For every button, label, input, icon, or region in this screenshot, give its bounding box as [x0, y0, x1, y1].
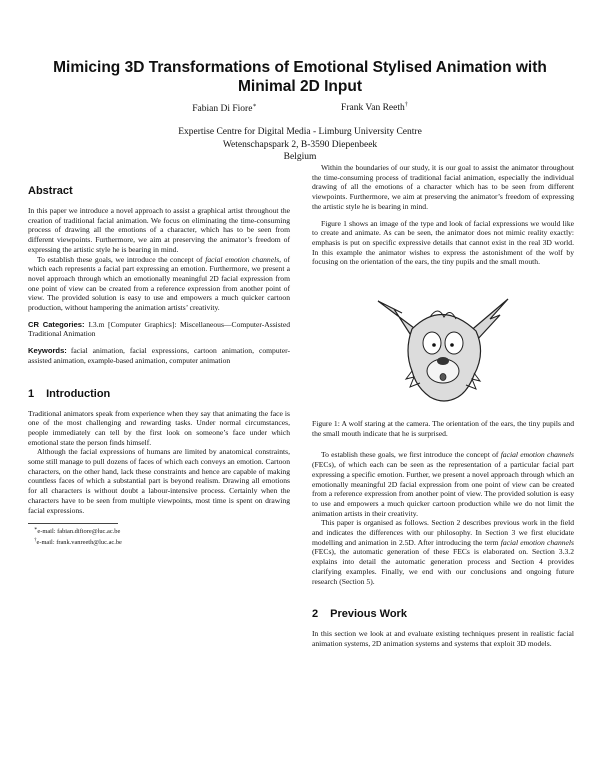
keywords-text: facial animation, facial expressions, cartoon animation, computer-assisted animation, example-based animation, computer animation: [28, 346, 290, 365]
wolf-illustration: [372, 279, 512, 409]
affiliation: [100, 126, 500, 164]
wolf-nose: [437, 357, 449, 365]
wolf-left-eye: [423, 332, 441, 354]
author-2-mark: †: [404, 102, 408, 108]
intro-paragraph-2: Although the facial expressions of humans are limited by anatomical constraints, some still manage to pull dozens of faces of which each conveys an emotion. Cartoon characters, on the other hand, lack these constraints and hence are capable of making countless faces of which a substantial part is beyond realism. Drawing all emotions for all characters is without doubt a labour-intensive process. Certainly when the characters have to be seen from multiple viewpoints, most time is spent on drawing facial expressions.: [28, 447, 290, 515]
abstract-p2-emphasis: facial emotion channels: [205, 254, 280, 264]
abstract-paragraph-2: [28, 255, 290, 313]
right-p4-start: This paper is organised as follows. Section 2 describes previous work in the field and indicates the differences with our philosophy. In Section 3 we first elucidate modelling and animation in 2.5D. After introducing the term: [312, 518, 574, 547]
author-1-name: Fabian Di Fiore: [192, 104, 253, 115]
left-column: [28, 185, 290, 548]
footnote-1-text: e-mail: fabian.difiore@luc.ac.be: [37, 528, 121, 536]
right-p3-end: (FECs), of which each can be seen as the representation of a particular facial part expressing a specific emotion. Further, we present a novel approach through which an emotionally meaningful 2D facial expression from one point of view can be created from a reference expression from another point of view. The provided solution is easy to use and empowers a much quicker cartoon production while we do not limit the animation artists in their creativity.: [312, 460, 574, 518]
right-paragraph-3: [312, 450, 574, 518]
wolf-right-pupil: [450, 343, 454, 347]
intro-title: Introduction: [46, 387, 111, 400]
intro-number: 1: [28, 387, 35, 400]
footnote-1: [28, 526, 294, 537]
right-column: [312, 163, 574, 649]
affiliation-line-2: Wetenschapspark 2, B-3590 Diepenbeek: [222, 139, 378, 150]
intro-heading: [28, 388, 290, 401]
footnote-2-mark: †: [34, 537, 37, 543]
right-p3-emphasis: facial emotion channels: [500, 450, 574, 460]
figure-1-caption: Figure 1: A wolf staring at the camera. The orientation of the ears, the tiny pupils and the small mouth indicate that he is surprised.: [312, 419, 574, 438]
author-list: [150, 102, 450, 114]
affiliation-line-1: Expertise Centre for Digital Media - Limburg University Centre: [178, 127, 422, 137]
author-1: [192, 102, 256, 114]
footnote-rule: [28, 523, 122, 547]
wolf-right-eye: [445, 332, 463, 354]
intro-paragraph-1: Traditional animators speak from experience when they say that animating the face is one of the most challenging and rewarding tasks. Under normal circumstances, people immediately can tell by the first look on someone’s face under which emotional state the person finds himself.: [28, 408, 290, 447]
wolf-mouth: [440, 374, 446, 381]
right-p4-emphasis: facial emotion channels: [500, 537, 574, 547]
right-paragraph-4: [312, 518, 574, 586]
previous-work-number: 2: [312, 608, 319, 621]
previous-work-heading: [312, 608, 574, 621]
abstract-paragraph-1: In this paper we introduce a novel approach to assist a graphical artist throughout the creation of traditional facial animation. We focus on eliminating the time-consuming process of drawing all the emotions of a character, which has to be seen from different viewpoints. Furthermore, we aim at preserving the animator’s freedom of expressing the artistic style he is bearing in mind.: [28, 206, 290, 254]
figure-1: [312, 279, 574, 409]
cr-categories-text: I.3.m [Computer Graphics]: Miscellaneous—Computer-Assisted Traditional Animation: [28, 319, 290, 339]
wolf-left-pupil: [432, 343, 436, 347]
previous-work-paragraph: In this section we look at and evaluate existing techniques present in realistic facial animation systems, 2D animation systems and systems that exploit 3D models.: [312, 629, 574, 648]
affiliation-line-3: Belgium: [283, 152, 317, 162]
cr-categories: [28, 320, 290, 339]
cr-categories-label: CR Categories:: [28, 319, 85, 329]
right-paragraph-1: Within the boundaries of our study, it is our goal to assist the animator throughout the time-consuming process of traditional facial animation, especially the individual drawing of all the emotions of a character which has to be seen from different viewpoints. Furthermore, we aim at preserving the animator’s freedom of expressing the artistic style he is bearing in mind.: [312, 163, 574, 211]
author-2-name: Frank Van Reeth: [341, 103, 405, 114]
right-p4-end: (FECs), the automatic generation of these FECs is elaborated on. Section 3.3.2 explains into detail the automatic generation process and Section 4 provides clarifying examples. Finally, we end with our conclusions and ongoing future research (Section 5).: [312, 547, 574, 586]
author-2: [341, 102, 408, 114]
abstract-p2-end: , of which each represents a facial part expressing an emotion. Furthermore, we present a novel approach through which an emotionally meaningful 2D facial expression from one point of view can be created from a reference expression from another point of view. The provided solution is easy to use and empowers a much quicker cartoon production, without hampering the animation artists’ creativity.: [28, 254, 291, 313]
footnote-1-mark: ∗: [34, 527, 38, 533]
keywords-label: Keywords:: [28, 346, 67, 356]
author-1-mark: ∗: [252, 103, 257, 109]
previous-work-title: Previous Work: [330, 608, 407, 621]
footnote-2-text: e-mail: frank.vanreeth@luc.ac.be: [36, 539, 122, 547]
abstract-heading: Abstract: [28, 185, 73, 197]
right-paragraph-2: Figure 1 shows an image of the type and look of facial expressions we would like to create and animate. As can be seen, the animator does not mimic reality exactly: emphasis is put on specific expressive details that cannot exist in the real 3D world. In this example the animator wishes to express the astonishment of the wolf by focusing on the orientation of the ears, the tiny pupils and the small mouth.: [312, 218, 574, 267]
right-p3-start: To establish these goals, we first introduce the concept of: [321, 450, 501, 460]
paper-title: Mimicing 3D Transformations of Emotional Stylised Animation with Minimal 2D Input: [53, 59, 547, 95]
footnote-2: [28, 537, 294, 548]
abstract-p2-start: To establish these goals, we introduce the concept of: [37, 254, 206, 264]
keywords: [28, 346, 290, 365]
